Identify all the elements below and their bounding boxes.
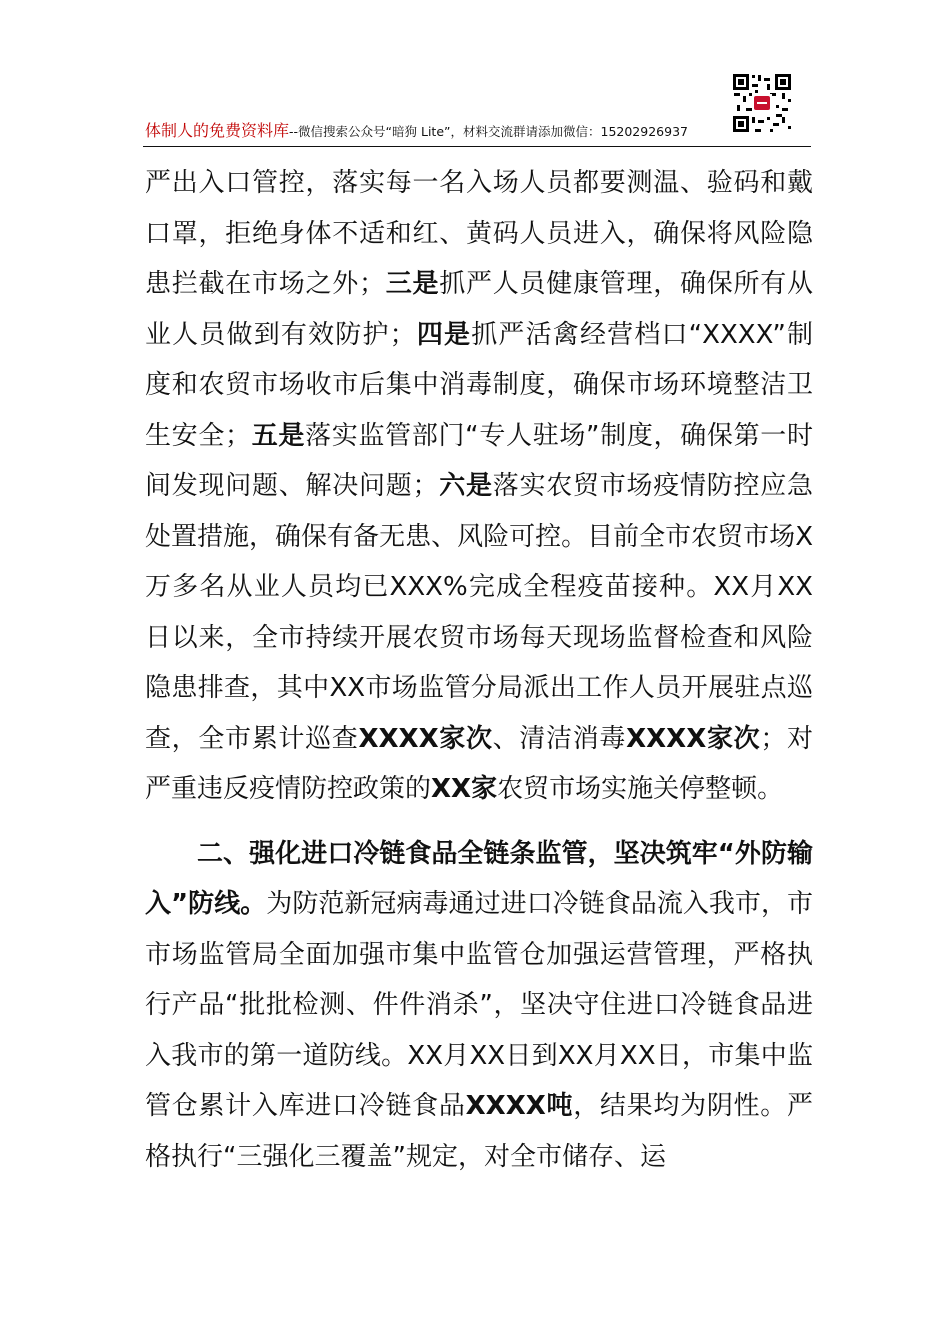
p1-text-4: 落实监管部门“专人驻场”制度，确保第一时间发现问题、解决问题； <box>145 420 813 501</box>
p1-bold-3: 五是 <box>251 420 306 451</box>
header-brand: 体制人的免费资料库 <box>145 121 290 140</box>
document-body <box>145 158 813 1182</box>
p1-text-6: 、清洁消毒 <box>492 723 627 754</box>
p1-text-3: 抓严活禽经营档口“XXXX”制度和农贸市场收市后集中消毒制度，确保市场环境整洁卫生安全； <box>145 319 813 451</box>
p2-bold-1: XXXX吨 <box>465 1091 574 1121</box>
header-divider <box>143 146 811 147</box>
paragraph-1 <box>145 158 813 815</box>
p1-text-1: 严出入口管控，落实每一名入场人员都要测温、验码和戴口罩，拒绝身体不适和红、黄码人员进入，确保将风险隐患拦截在市场之外； <box>145 168 813 299</box>
p1-text-5: 落实农贸市场疫情防控应急处置措施，确保有备无患、风险可控。目前全市农贸市场X万多名从业人员均已XXX%完成全程疫苗接种。XX月XX日以来，全市持续开展农贸市场每天现场监督检查和风险隐患排查，其中XX市场监管分局派出工作人员开展驻点巡查，全市累计巡查 <box>145 471 813 754</box>
paragraph-2 <box>145 829 813 1183</box>
p1-text-7: ；对严重违反疫情防控政策的 <box>145 723 813 804</box>
header-subtitle: --微信搜索公众号“暗狗 Lite”，材料交流群请添加微信：15202926937 <box>289 124 688 139</box>
p2-text-1: 为防范新冠病毒通过进口冷链食品流入我市，市市场监管局全面加强市集中监管仓加强运营管理，严格执行产品“批批检测、件件消杀”，坚决守住进口冷链食品进入我市的第一道防线。XX月XX日到XX月XX日，市集中监管仓累计入库进口冷链食品 <box>145 889 813 1121</box>
p1-bold-2: 四是 <box>415 319 472 350</box>
p1-bold-6: XXXX家次 <box>626 723 761 754</box>
qr-code-icon <box>732 73 792 133</box>
p1-bold-4: 六是 <box>438 471 493 501</box>
p1-text-2: 抓严人员健康管理，确保所有从业人员做到有效防护； <box>145 269 813 350</box>
page-header <box>145 118 813 146</box>
p1-bold-7: XX家 <box>431 774 498 804</box>
p1-bold-5: XXXX家次 <box>358 723 493 754</box>
p1-text-8: 农贸市场实施关停整顿。 <box>497 774 784 804</box>
p1-bold-1: 三是 <box>385 269 440 299</box>
p2-text-2: ，结果均为阴性。严格执行“三强化三覆盖”规定，对全市储存、运 <box>145 1091 813 1172</box>
section-heading: 二、强化进口冷链食品全链条监管，坚决筑牢“外防输入”防线。 <box>145 838 813 919</box>
